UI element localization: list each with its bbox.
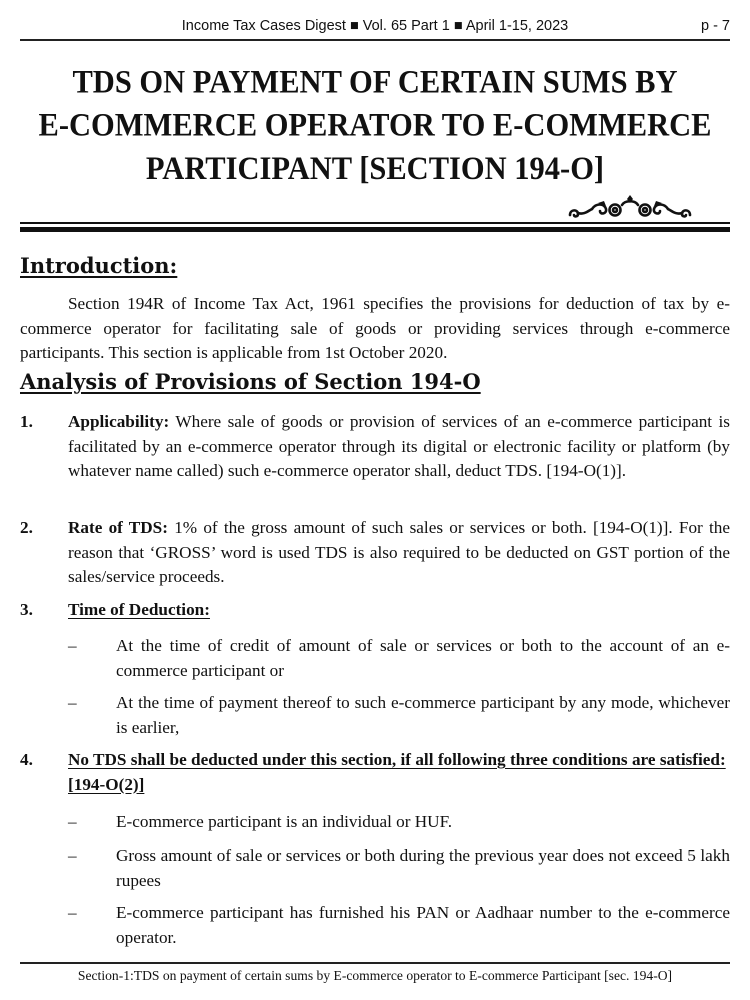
item-text: 1% of the gross amount of such sales or services or both. [194-O(1)]. For the reason that ‘GROSS’ word is used TDS is also required to be deducted on GST portion of the sales/service proceeds. (68, 518, 730, 586)
provision-item-no-tds-conditions (20, 748, 730, 797)
header-divider (20, 39, 730, 41)
sub-item (20, 691, 730, 740)
item-label: Rate of TDS: (68, 518, 168, 537)
item-number: 2. (20, 518, 33, 537)
square-separator-icon: ■ (453, 18, 463, 34)
title-divider-thin (20, 222, 730, 224)
title-line-2: E-COMMERCE OPERATOR TO E-COMMERCE (38, 106, 712, 144)
sub-item-text: At the time of credit of amount of sale or services or both to the account of an e-commerce participant or (116, 636, 730, 680)
volume-info: Vol. 65 Part 1 (362, 18, 450, 34)
page-title (10, 60, 740, 190)
flourish-ornament-icon (560, 193, 700, 223)
header-publication-info (20, 18, 730, 34)
item-number: 3. (20, 600, 33, 619)
item-text: Where sale of goods or provision of services of an e-commerce participant is facilitated by an e-commerce operator through its digital or electronic facility or platform (by whatever name called) such e-commerce operator shall, deduct TDS. [194-O(1)]. (68, 412, 730, 480)
sub-item (20, 844, 730, 893)
sub-item-text: E-commerce participant is an individual or HUF. (116, 812, 453, 831)
running-footer: Section-1:TDS on payment of certain sums by E-commerce operator to E-commerce Participant [sec. 194-O] (77, 968, 673, 983)
item-label: Applicability: (68, 412, 170, 431)
publication-name: Income Tax Cases Digest (181, 18, 346, 34)
page-number: p - 7 (700, 18, 730, 34)
sub-item (20, 634, 730, 683)
item-number: 1. (20, 412, 33, 431)
sub-item-text: At the time of payment thereof to such e-commerce participant by any mode, whichever is earlier, (116, 693, 730, 737)
title-divider-thick (20, 227, 730, 232)
sub-item (20, 810, 730, 835)
dash-bullet-icon: – (68, 636, 77, 655)
dash-bullet-icon: – (68, 812, 77, 831)
title-line-1: TDS ON PAYMENT OF CERTAIN SUMS BY (72, 63, 678, 100)
item-label: No TDS shall be deducted under this section, if all following three conditions are satisfied: (68, 750, 726, 769)
square-separator-icon: ■ (349, 18, 359, 34)
analysis-heading: Analysis of Provisions of Section 194-O (20, 369, 481, 394)
dash-bullet-icon: – (68, 903, 77, 922)
section-reference: [194-O(2)] (68, 774, 145, 794)
sub-item-text: E-commerce participant has furnished his PAN or Aadhaar number to the e-commerce operator. (116, 903, 730, 947)
sub-item-text: Gross amount of sale or services or both during the previous year does not exceed 5 lakh rupees (116, 846, 730, 890)
dash-bullet-icon: – (68, 846, 77, 865)
provision-item-rate (20, 516, 730, 590)
issue-date: April 1-15, 2023 (465, 18, 569, 34)
provision-item-time-of-deduction (20, 598, 730, 623)
title-line-3: PARTICIPANT [SECTION 194-O] (145, 149, 605, 187)
introduction-paragraph: Section 194R of Income Tax Act, 1961 specifies the provisions for deduction of tax by e-commerce operator for facilitating sale of goods or providing services through e-commerce participants. This section is applicable from 1st October 2020. (20, 294, 730, 362)
footer-divider (20, 962, 730, 964)
dash-bullet-icon: – (68, 693, 77, 712)
sub-item (20, 901, 730, 950)
item-number: 4. (20, 750, 33, 769)
item-label: Time of Deduction: (68, 600, 210, 619)
running-header (20, 16, 730, 38)
introduction-heading: Introduction: (20, 253, 178, 278)
provision-item-applicability (20, 410, 730, 484)
